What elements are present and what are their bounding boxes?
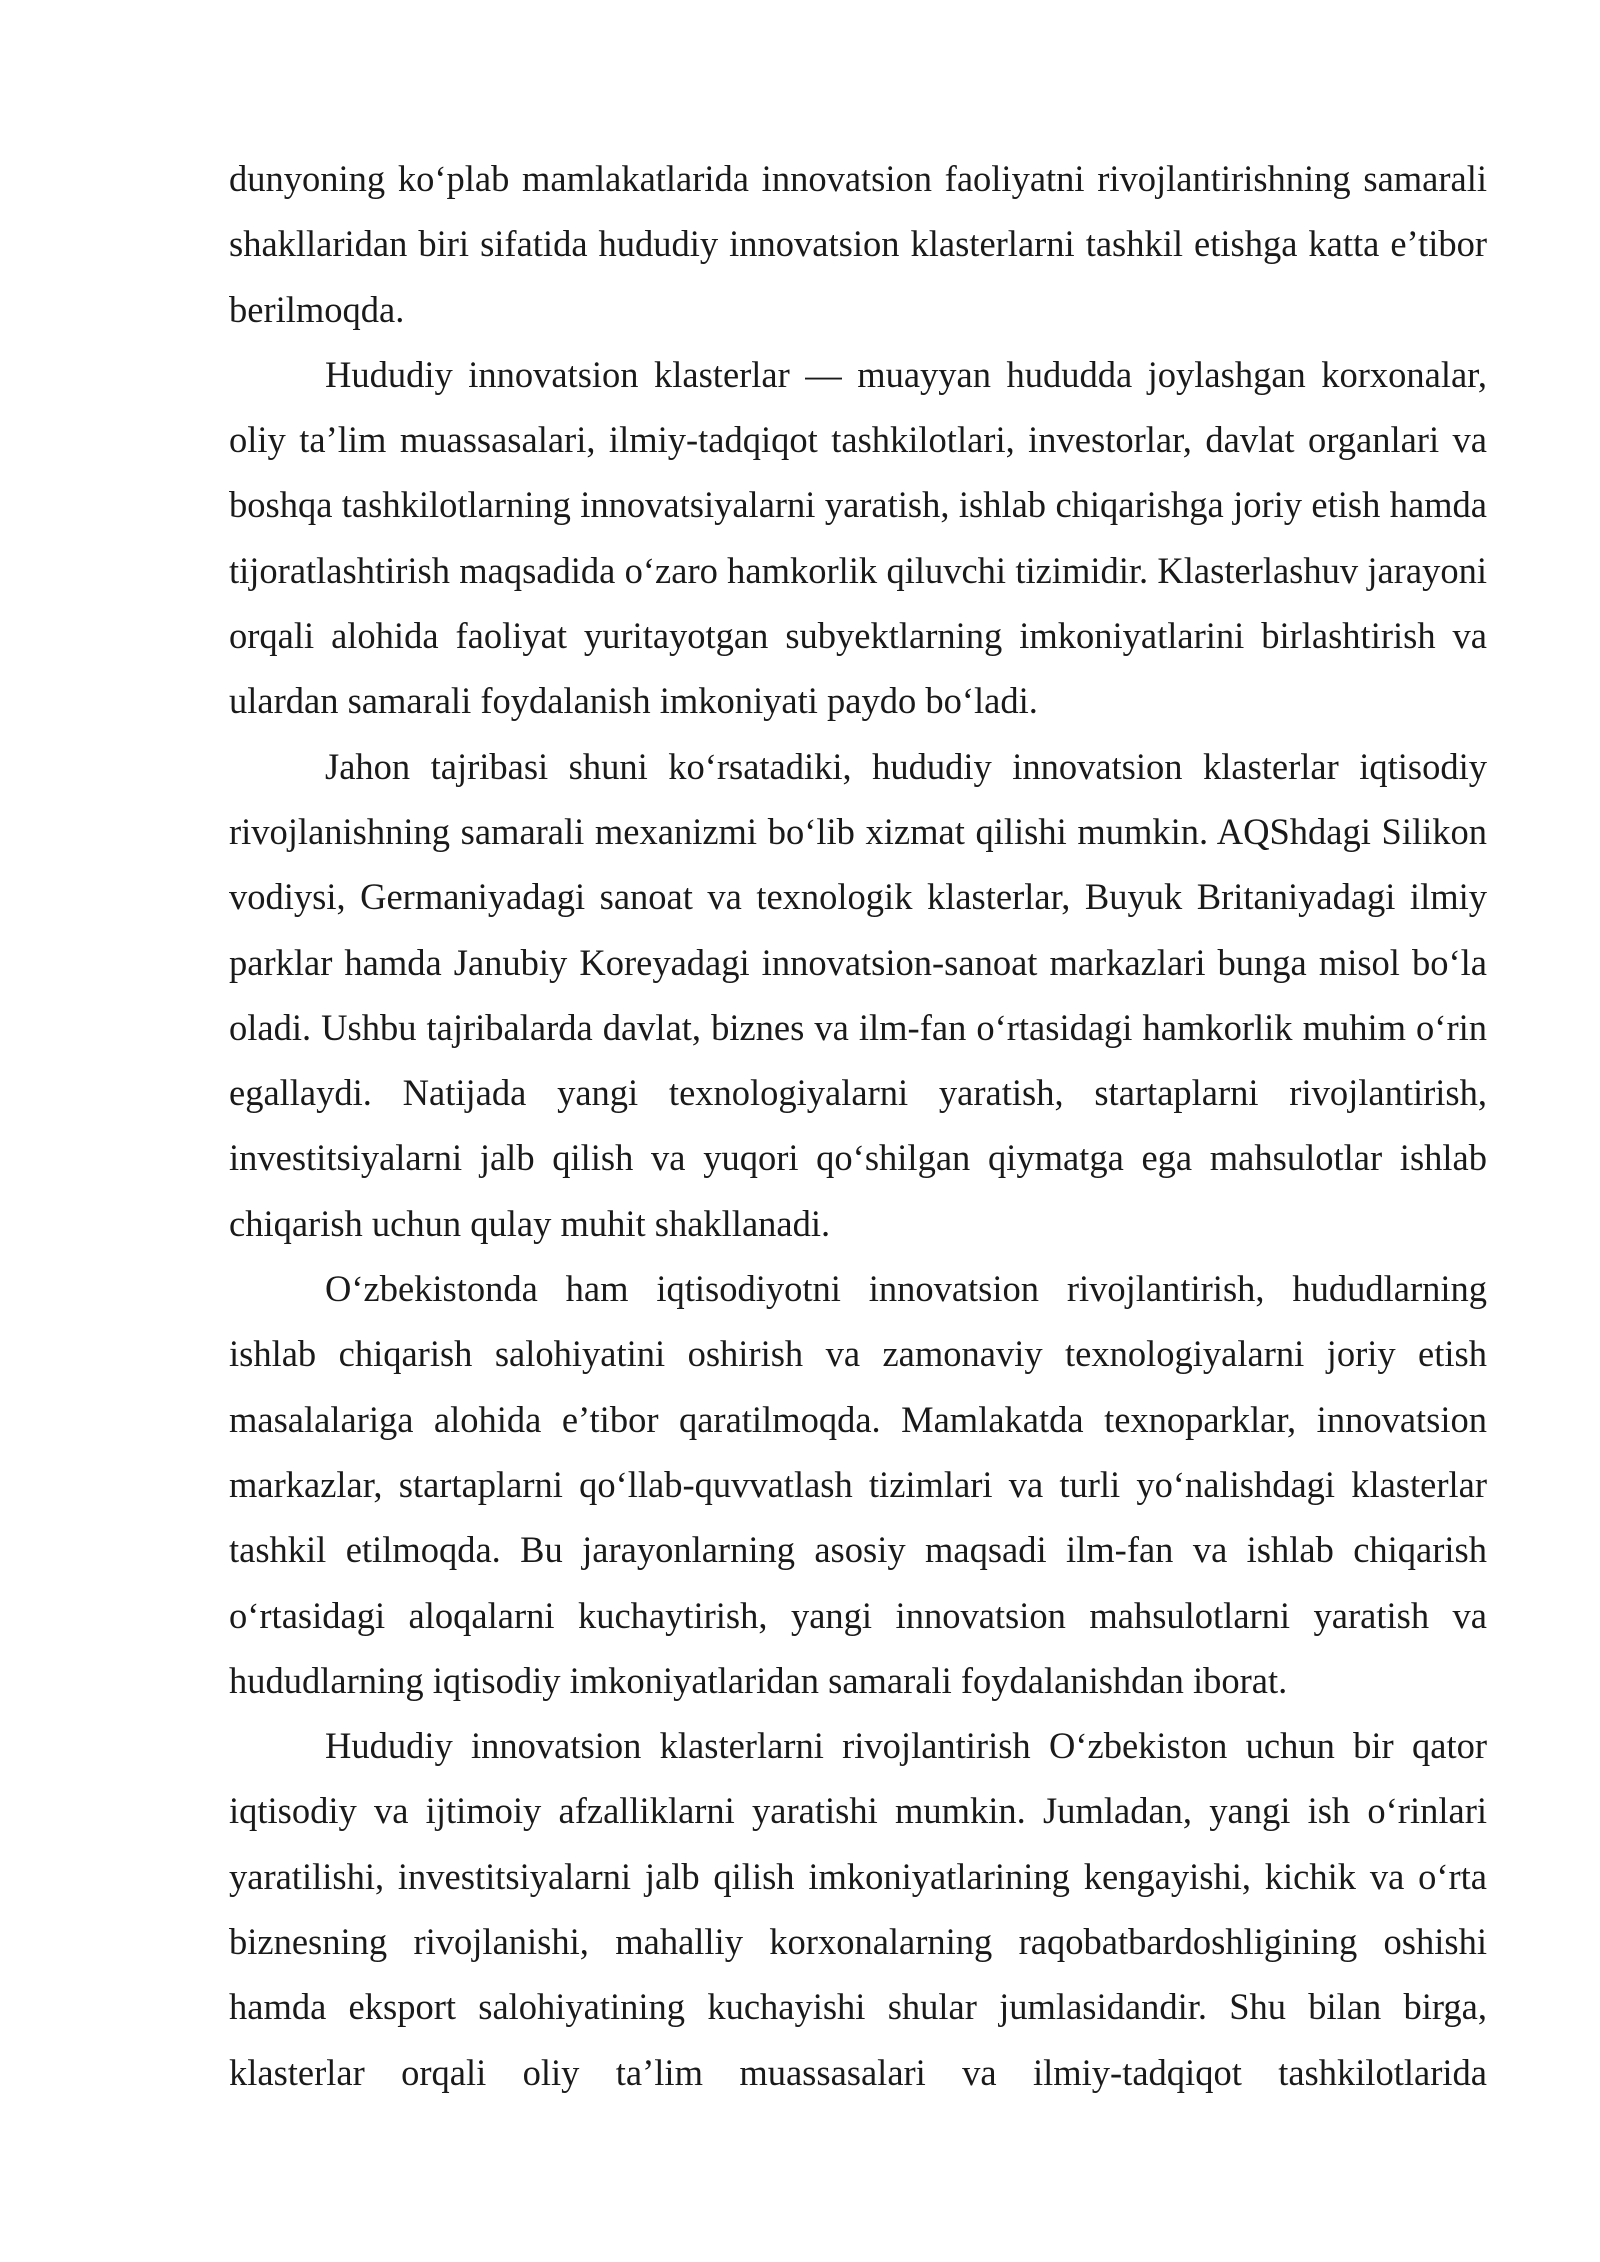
paragraph-cluster-benefits: Hududiy innovatsion klasterlarni rivojlantirish Oʻzbekiston uchun bir qator iqtisodiy va ijtimoiy afzalliklarni yaratishi mumkin. Jumladan, yangi ish oʻrinlari yaratilishi, investitsiyalarni jalb qilish imkoniyatlarining kengayishi, kichik va oʻrta biznesning rivojlanishi, mahalliy korxonalarning raqobatbardoshligining oshishi hamda eksport salohiyatining kuchayishi shular jumlasidandir. Shu bilan birga, klasterlar orqali oliy ta’lim muassasalari va ilmiy-tadqiqot tashkilotlarida xyxy=(229,1725,1487,2093)
document-page xyxy=(229,146,1487,2105)
paragraph-clusters-definition: Hududiy innovatsion klasterlar — muayyan hududda joylashgan korxonalar, oliy ta’lim muassasalari, ilmiy-tadqiqot tashkilotlari, investorlar, davlat organlari va boshqa tashkilotlarning innovatsiyalarni yaratish, ishlab chiqarishga joriy etish hamda tijoratlashtirish maqsadida oʻzaro hamkorlik qiluvchi tizimidir. Klasterlashuv jarayoni orqali alohida faoliyat yuritayotgan subyektlarning imkoniyatlarini birlashtirish va ulardan samarali foydalanish imkoniyati paydo boʻladi. xyxy=(229,353,1487,722)
paragraph-uzbekistan-policy: Oʻzbekistonda ham iqtisodiyotni innovatsion rivojlantirish, hududlarning ishlab chiqarish salohiyatini oshirish va zamonaviy texnologiyalarni joriy etish masalalariga alohida e’tibor qaratilmoqda. Mamlakatda texnoparklar, innovatsion markazlar, startaplarni qoʻllab-quvvatlash tizimlari va turli yoʻnalishdagi klasterlar tashkil etilmoqda. Bu jarayonlarning asosiy maqsadi ilm-fan va ishlab chiqarish oʻrtasidagi aloqalarni kuchaytirish, yangi innovatsion mahsulotlarni yaratish va hududlarning iqtisodiy imkoniyatlaridan samarali foydalanishdan iborat. xyxy=(229,1268,1487,1701)
paragraph-world-experience: Jahon tajribasi shuni koʻrsatadiki, hududiy innovatsion klasterlar iqtisodiy rivojlanishning samarali mexanizmi boʻlib xizmat qilishi mumkin. AQShdagi Silikon vodiysi, Germaniyadagi sanoat va texnologik klasterlar, Buyuk Britaniyadagi ilmiy parklar hamda Janubiy Koreyadagi innovatsion-sanoat markazlari bunga misol boʻla oladi. Ushbu tajribalarda davlat, biznes va ilm-fan oʻrtasidagi hamkorlik muhim oʻrin egallaydi. Natijada yangi texnologiyalarni yaratish, startaplarni rivojlantirish, investitsiyalarni jalb qilish va yuqori qoʻshilgan qiymatga ega mahsulotlar ishlab chiqarish uchun qulay muhit shakllanadi. xyxy=(229,745,1487,1244)
paragraph-continuation: dunyoning koʻplab mamlakatlarida innovatsion faoliyatni rivojlantirishning samarali shakllaridan biri sifatida hududiy innovatsion klasterlarni tashkil etishga katta e’tibor berilmoqda. xyxy=(229,158,1487,330)
